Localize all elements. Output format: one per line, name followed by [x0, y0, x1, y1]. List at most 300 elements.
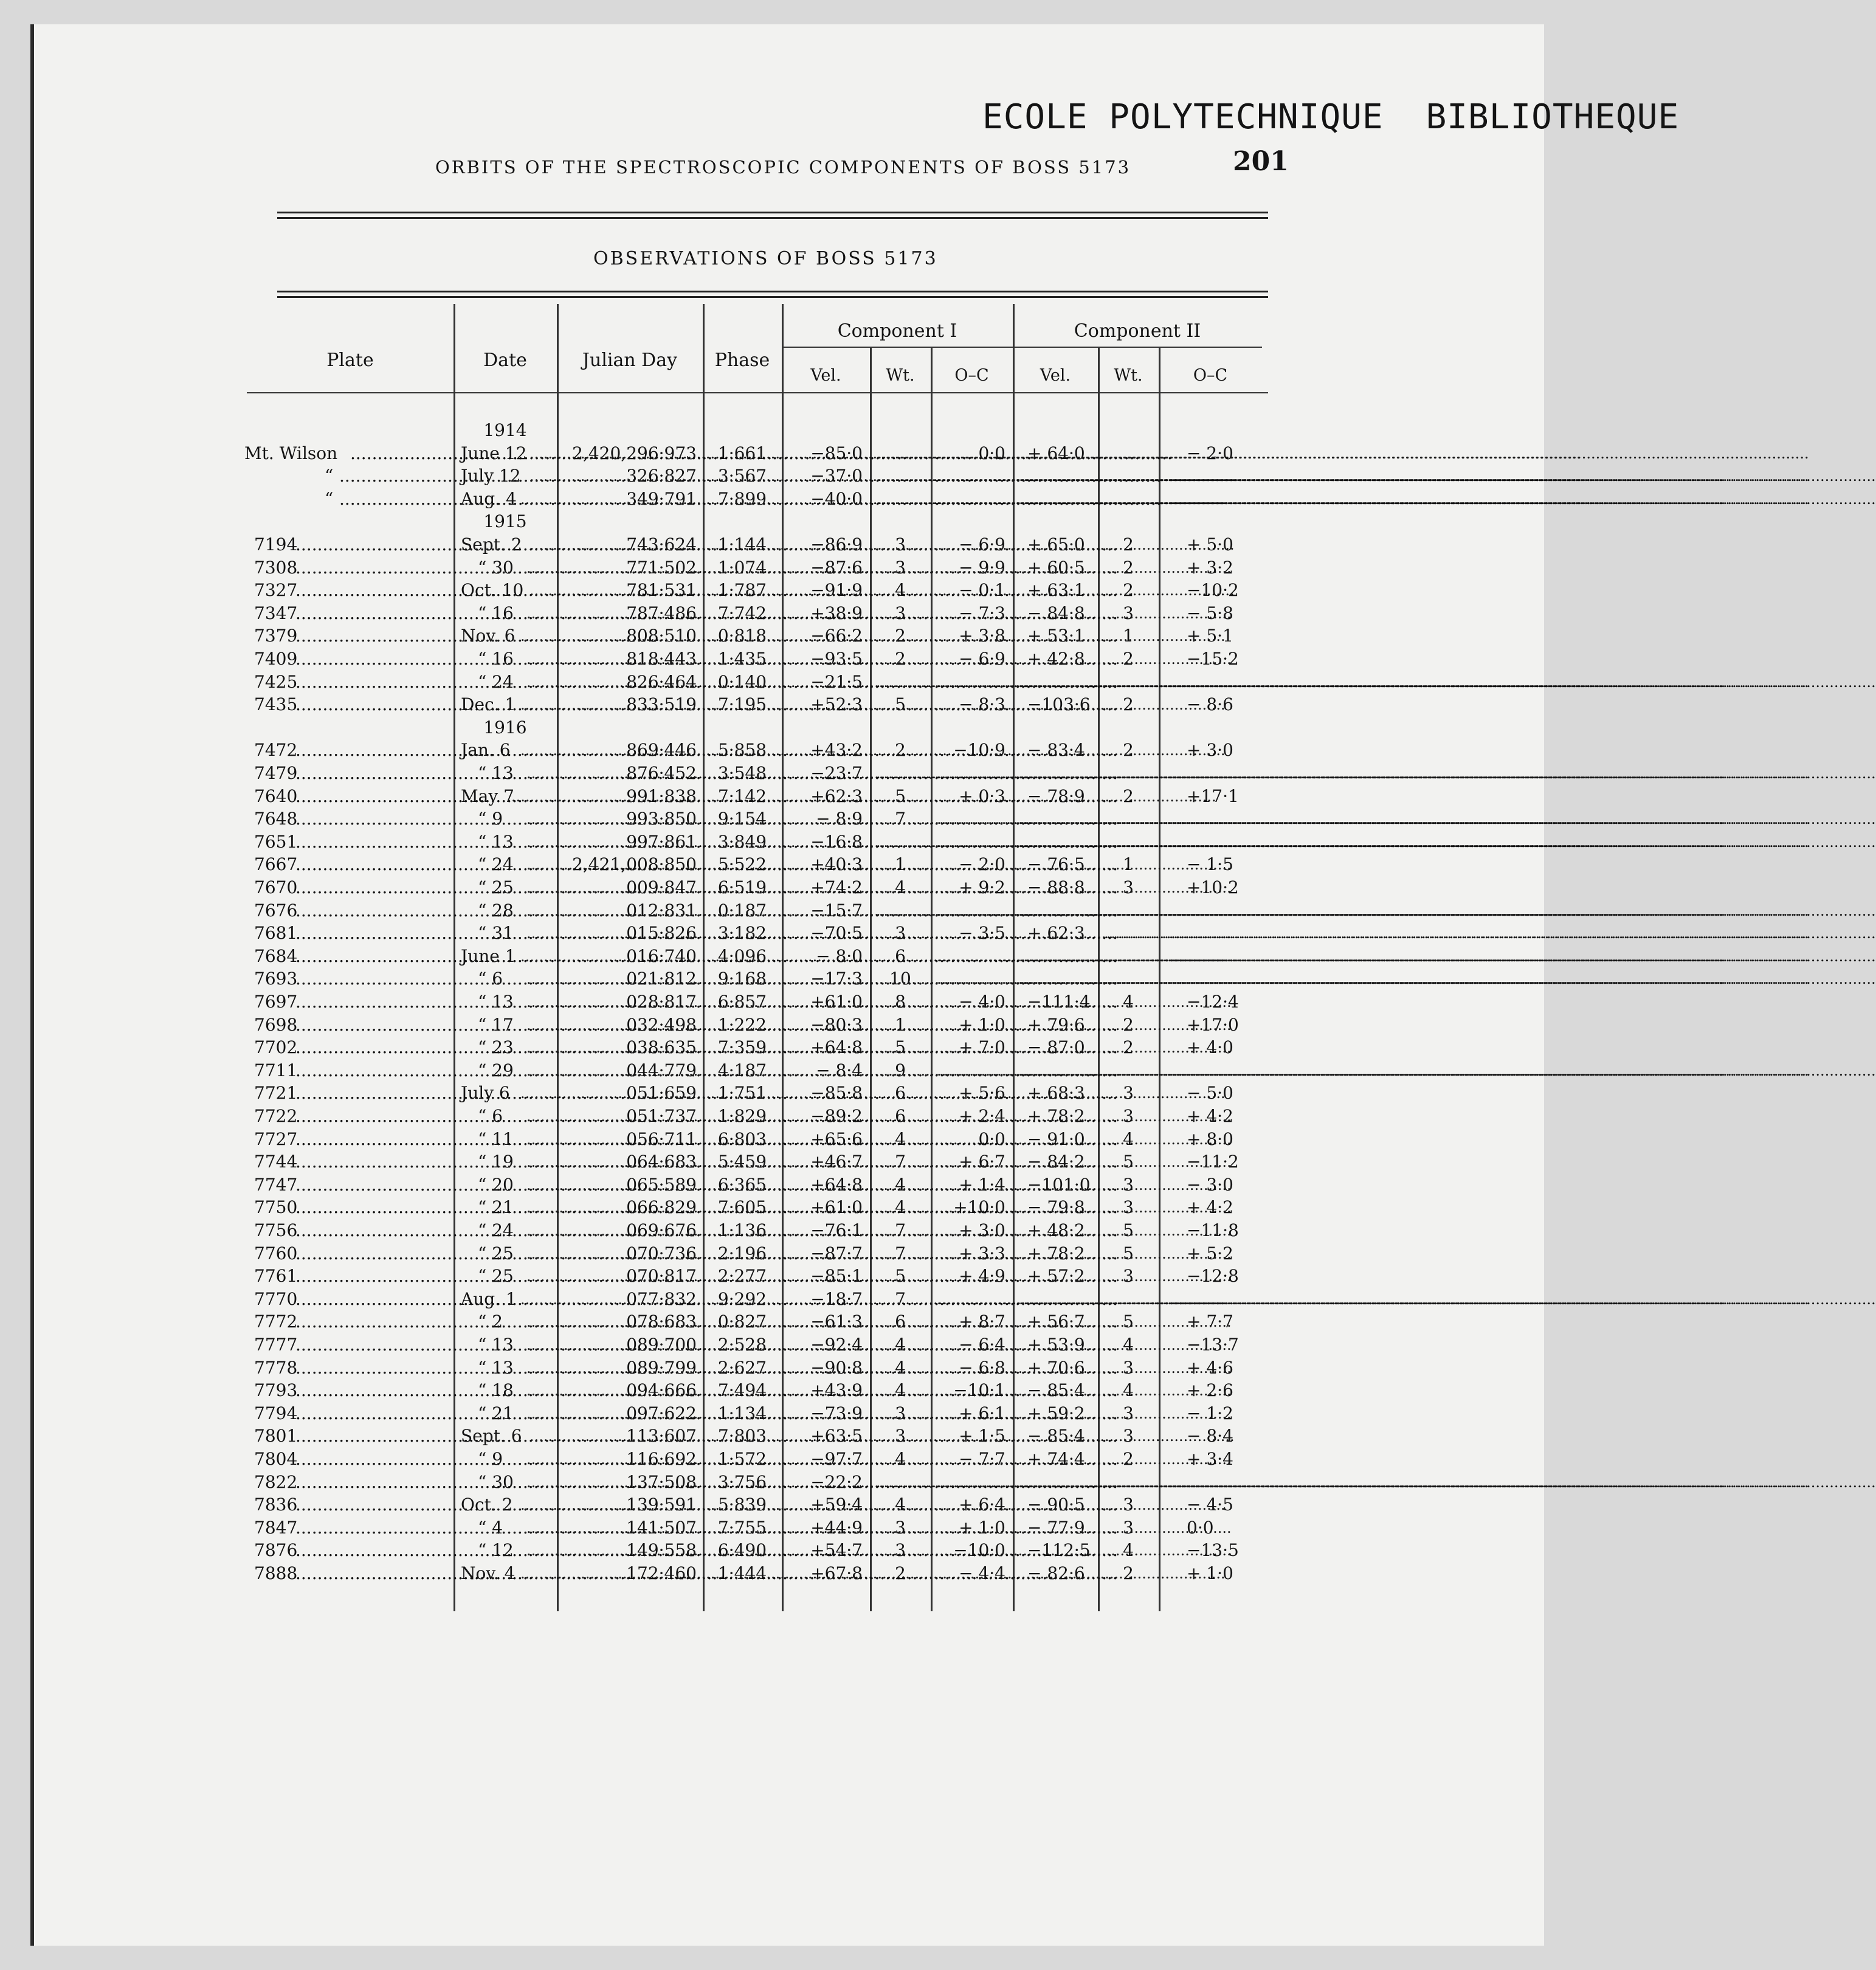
- leader-dots: [295, 945, 452, 967]
- oc-2: +17·0: [1187, 1014, 1239, 1035]
- leader-dots: [520, 694, 554, 716]
- vel-1: −66·2: [810, 626, 863, 646]
- phase: 7·605: [717, 1197, 767, 1218]
- plate-number: 7772: [254, 1312, 298, 1332]
- phase: 0·187: [717, 900, 767, 921]
- vel-2: + 53·9: [1027, 1335, 1085, 1355]
- vel-2: + 63·1: [1027, 580, 1085, 601]
- leader-dots: [1019, 488, 1094, 510]
- vel-1: −92·4: [810, 1335, 863, 1355]
- leader-dots: [520, 739, 554, 761]
- date: “ 13: [478, 763, 514, 783]
- vel-1: +61·0: [810, 992, 863, 1012]
- leader-dots: [1019, 945, 1094, 967]
- wt-1: 3: [895, 1517, 906, 1538]
- wt-1: 3: [895, 534, 906, 555]
- date: “ 9: [478, 809, 503, 829]
- stamp-school: ECOLE POLYTECHNIQUE: [982, 97, 1384, 137]
- oc-2: −13·5: [1187, 1540, 1239, 1561]
- leader-dots: [295, 1334, 452, 1356]
- col-header-component-1: Component I: [837, 320, 957, 342]
- plate-number: 7435: [254, 694, 298, 715]
- oc-2: 0·0: [1187, 1517, 1214, 1538]
- leader-dots: [526, 808, 554, 830]
- vel-2: − 84·8: [1027, 603, 1085, 623]
- date: “ 20: [478, 1174, 514, 1195]
- leader-dots: [526, 1265, 554, 1287]
- oc-1: − 0·1: [959, 580, 1005, 601]
- wt-1: 7: [895, 1288, 906, 1309]
- julian-day: 094·666: [626, 1380, 697, 1401]
- phase: 5·522: [717, 854, 767, 875]
- leader-dots: [526, 1357, 554, 1379]
- phase: 6·519: [717, 877, 767, 897]
- plate-number: 7778: [254, 1357, 298, 1378]
- wt-2: 1: [1123, 626, 1134, 646]
- leader-dots: [1104, 922, 1155, 944]
- vel-1: −17·3: [810, 969, 863, 989]
- leader-dots: [295, 786, 452, 807]
- plate-number: 7693: [254, 969, 298, 989]
- leader-dots: [526, 922, 554, 944]
- oc-2: − 3·0: [1187, 1174, 1233, 1195]
- vel-1: +65·6: [810, 1128, 863, 1149]
- vel-2: + 48·2: [1027, 1220, 1085, 1240]
- plate-number: 7836: [254, 1495, 298, 1515]
- wt-1: 7: [895, 1243, 906, 1263]
- julian-day: 993·850: [626, 809, 697, 829]
- julian-day: 826·464: [626, 671, 697, 692]
- oc-2: + 3·2: [1187, 557, 1233, 578]
- leader-dots: [295, 1403, 452, 1425]
- leader-dots: [526, 1174, 554, 1196]
- leader-dots: [295, 1425, 452, 1447]
- leader-dots: [295, 694, 452, 716]
- date: “ 24: [478, 854, 514, 875]
- plate-number: 7651: [254, 831, 298, 852]
- julian-day: 139·591: [626, 1495, 697, 1515]
- wt-2: 4: [1123, 992, 1134, 1012]
- plate-number: 7698: [254, 1014, 298, 1035]
- oc-1: − 6·9: [959, 534, 1005, 555]
- vel-2: + 42·8: [1027, 649, 1085, 669]
- leader-dots: [295, 762, 452, 784]
- date: Nov. 6: [461, 626, 516, 646]
- leader-dots: [295, 1265, 452, 1287]
- leader-dots: [876, 900, 927, 922]
- vel-2: − 79·8: [1027, 1197, 1085, 1218]
- leader-dots: [295, 1174, 452, 1196]
- leader-dots: [1019, 762, 1094, 784]
- oc-2: + 5·0: [1187, 534, 1233, 555]
- leader-dots: [876, 1471, 927, 1493]
- phase: 1·136: [717, 1220, 767, 1240]
- vel-1: −90·8: [810, 1357, 863, 1378]
- vel-2: − 76·5: [1027, 854, 1085, 875]
- wt-1: 7: [895, 809, 906, 829]
- julian-day: 065·589: [626, 1174, 697, 1195]
- date: June 12: [461, 443, 527, 463]
- oc-1: + 0·3: [959, 786, 1005, 806]
- oc-2: − 5·8: [1187, 603, 1233, 623]
- oc-1: + 4·9: [959, 1266, 1005, 1287]
- oc-2: − 1·5: [1187, 854, 1233, 875]
- plate-number: 7479: [254, 763, 298, 783]
- leader-dots: [1171, 671, 1262, 693]
- date: “ 24: [478, 671, 514, 692]
- leader-dots: [295, 831, 452, 853]
- date: “ 30: [478, 557, 514, 578]
- leader-dots: [1019, 671, 1094, 693]
- vel-2: − 78·9: [1027, 786, 1085, 806]
- julian-day: 141·507: [626, 1517, 697, 1538]
- leader-dots: [1104, 671, 1155, 693]
- leader-dots: [1104, 1060, 1155, 1082]
- wt-2: 2: [1123, 740, 1134, 761]
- vel-1: −85·0: [810, 443, 863, 463]
- leader-dots: [295, 534, 452, 556]
- plate-number: 7760: [254, 1243, 298, 1263]
- wt-2: 3: [1123, 1495, 1134, 1515]
- date: “ 16: [478, 603, 514, 623]
- oc-1: − 7·3: [959, 603, 1005, 623]
- plate-number: 7697: [254, 992, 298, 1012]
- wt-2: 4: [1123, 1380, 1134, 1401]
- oc-2: −15·2: [1187, 649, 1239, 669]
- oc-1: + 2·4: [959, 1106, 1005, 1126]
- year-heading: 1914: [483, 420, 527, 440]
- julian-day: 833·519: [626, 694, 697, 715]
- leader-dots: [295, 1540, 452, 1561]
- leader-dots: [520, 488, 554, 510]
- leader-dots: [520, 625, 554, 647]
- plate-number: 7747: [254, 1174, 298, 1195]
- julian-day: 066·829: [626, 1197, 697, 1218]
- oc-2: − 8·6: [1187, 694, 1233, 715]
- col-header-wt-1: Wt.: [886, 366, 915, 385]
- julian-day: 349·791: [626, 488, 697, 509]
- leader-dots: [295, 671, 452, 693]
- julian-day: 009·847: [626, 877, 697, 897]
- leader-dots: [350, 443, 452, 465]
- leader-dots: [295, 1105, 452, 1127]
- leader-dots: [526, 1540, 554, 1561]
- julian-day: 876·452: [626, 763, 697, 783]
- wt-2: 2: [1123, 786, 1134, 806]
- col-header-plate: Plate: [326, 350, 374, 371]
- leader-dots: [1104, 488, 1155, 510]
- phase: 5·459: [717, 1152, 767, 1172]
- oc-1: − 6·8: [959, 1357, 1005, 1378]
- leader-dots: [295, 1563, 452, 1585]
- plate-number: 7681: [254, 923, 298, 944]
- oc-1: − 7·7: [959, 1449, 1005, 1469]
- plate-number: 7194: [254, 534, 298, 555]
- vel-1: −87·6: [810, 557, 863, 578]
- vel-2: − 84·2: [1027, 1152, 1085, 1172]
- leader-dots: [526, 671, 554, 693]
- date: “ 21: [478, 1403, 514, 1423]
- wt-1: 2: [895, 626, 906, 646]
- year-heading: 1915: [483, 511, 527, 532]
- wt-2: 2: [1123, 1449, 1134, 1469]
- plate-number: 7888: [254, 1563, 298, 1583]
- phase: 7·142: [717, 786, 767, 806]
- date: “ 25: [478, 877, 514, 897]
- vel-1: +44·9: [810, 1517, 863, 1538]
- oc-2: + 1·0: [1187, 1563, 1233, 1583]
- oc-1: −10·1: [953, 1380, 1005, 1401]
- wt-1: 6: [895, 1312, 906, 1332]
- col-header-wt-2: Wt.: [1114, 366, 1143, 385]
- year-heading: 1916: [483, 717, 527, 738]
- leader-dots: [526, 991, 554, 1013]
- leader-dots: [295, 922, 452, 944]
- wt-1: 4: [895, 1128, 906, 1149]
- phase: 6·803: [717, 1128, 767, 1149]
- vel-1: −89·2: [810, 1106, 863, 1126]
- leader-dots: [1104, 968, 1155, 990]
- library-stamp: [982, 97, 1722, 137]
- wt-1: 2: [895, 740, 906, 761]
- leader-dots: [295, 739, 452, 761]
- leader-dots: [529, 534, 554, 556]
- date: “ 9: [478, 1449, 503, 1469]
- col-header-oc-2: O–C: [1193, 366, 1228, 385]
- vel-2: + 53·1: [1027, 626, 1085, 646]
- wt-1: 5: [895, 1037, 906, 1058]
- oc-1: + 3·8: [959, 626, 1005, 646]
- leader-dots: [295, 900, 452, 922]
- leader-dots: [1171, 968, 1262, 990]
- julian-day: 2,421,008·850: [572, 854, 697, 875]
- date: Sept. 6: [461, 1426, 522, 1446]
- vel-1: +46·7: [810, 1152, 863, 1172]
- vel-1: +54·7: [810, 1540, 863, 1561]
- plate-number: 7379: [254, 626, 298, 646]
- vel-1: −37·0: [810, 466, 863, 486]
- julian-day: 149·558: [626, 1540, 697, 1561]
- plate-number: 7847: [254, 1517, 298, 1538]
- vel-1: +40·3: [810, 854, 863, 875]
- wt-1: 6: [895, 1083, 906, 1104]
- vel-2: − 88·8: [1027, 877, 1085, 897]
- date: Aug. 1: [461, 1288, 517, 1309]
- julian-day: 781·531: [626, 580, 697, 601]
- leader-dots: [520, 1563, 554, 1585]
- wt-2: 2: [1123, 1014, 1134, 1035]
- phase: 1·074: [717, 557, 767, 578]
- phase: 7·195: [717, 694, 767, 715]
- leader-dots: [295, 877, 452, 899]
- date: “ 13: [478, 831, 514, 852]
- leader-dots: [520, 1288, 554, 1310]
- oc-2: + 5·1: [1187, 626, 1233, 646]
- plate-number: 7727: [254, 1128, 298, 1149]
- oc-2: + 2·6: [1187, 1380, 1233, 1401]
- plate-number: 7744: [254, 1152, 298, 1172]
- oc-2: −11·8: [1187, 1220, 1239, 1240]
- leader-dots: [937, 671, 1009, 693]
- col-header-vel-1: Vel.: [810, 366, 841, 385]
- leader-dots: [295, 1243, 452, 1265]
- phase: 3·548: [717, 763, 767, 783]
- oc-1: +10·0: [953, 1197, 1005, 1218]
- vel-2: + 78·2: [1027, 1106, 1085, 1126]
- leader-dots: [295, 808, 452, 830]
- vel-1: −23·7: [810, 763, 863, 783]
- wt-1: 4: [895, 580, 906, 601]
- vel-1: −80·3: [810, 1014, 863, 1035]
- vel-2: − 90·5: [1027, 1495, 1085, 1515]
- leader-dots: [1104, 900, 1155, 922]
- date: “ 13: [478, 1335, 514, 1355]
- plate-number: 7750: [254, 1197, 298, 1218]
- wt-2: 2: [1123, 580, 1134, 601]
- phase: 5·839: [717, 1495, 767, 1515]
- oc-1: − 4·0: [959, 992, 1005, 1012]
- vel-1: +59·4: [810, 1495, 863, 1515]
- julian-day: 113·607: [626, 1426, 697, 1446]
- phase: 5·858: [717, 740, 767, 761]
- leader-dots: [1171, 1471, 1262, 1493]
- leader-dots: [526, 1128, 554, 1150]
- julian-day: 015·826: [626, 923, 697, 944]
- leader-dots: [295, 625, 452, 647]
- julian-day: 818·443: [626, 649, 697, 669]
- wt-2: 4: [1123, 1128, 1134, 1149]
- wt-1: 2: [895, 1563, 906, 1583]
- plate-number: Mt. Wilson: [244, 443, 338, 463]
- date: Jan. 6: [461, 740, 511, 761]
- julian-day: 089·799: [626, 1357, 697, 1378]
- julian-day: 787·486: [626, 603, 697, 623]
- leader-dots: [1019, 465, 1094, 487]
- date: “ 28: [478, 900, 514, 921]
- leader-dots: [1104, 831, 1155, 853]
- leader-dots: [1171, 922, 1262, 944]
- oc-1: −10·0: [953, 1540, 1005, 1561]
- leader-dots: [937, 762, 1009, 784]
- vel-1: −70·5: [810, 923, 863, 944]
- oc-1: + 1·0: [959, 1014, 1005, 1035]
- oc-1: + 1·5: [959, 1426, 1005, 1446]
- leader-dots: [295, 648, 452, 670]
- julian-day: 070·736: [626, 1243, 697, 1263]
- leader-dots: [1171, 488, 1262, 510]
- oc-1: + 3·0: [959, 1220, 1005, 1240]
- phase: 1·144: [717, 534, 767, 555]
- leader-dots: [937, 1060, 1009, 1082]
- vel-1: +62·3: [810, 786, 863, 806]
- leader-dots: [526, 854, 554, 876]
- julian-day: 771·502: [626, 557, 697, 578]
- leader-dots: [526, 1517, 554, 1539]
- leader-dots: [876, 488, 927, 510]
- oc-2: −12·4: [1187, 992, 1239, 1012]
- julian-day: 997·861: [626, 831, 697, 852]
- phase: 2·277: [717, 1266, 767, 1287]
- wt-2: 2: [1123, 1037, 1134, 1058]
- vel-1: +67·8: [810, 1563, 863, 1583]
- vel-2: − 87·0: [1027, 1037, 1085, 1058]
- wt-1: 4: [895, 1197, 906, 1218]
- leader-dots: [526, 900, 554, 922]
- leader-dots: [526, 1060, 554, 1082]
- vel-2: + 78·2: [1027, 1243, 1085, 1263]
- date: Oct. 2: [461, 1495, 513, 1515]
- vel-2: + 65·0: [1027, 534, 1085, 555]
- wt-2: 2: [1123, 649, 1134, 669]
- leader-dots: [529, 443, 554, 465]
- wt-2: 4: [1123, 1335, 1134, 1355]
- date: Sept. 2: [461, 534, 522, 555]
- phase: 9·292: [717, 1288, 767, 1309]
- leader-dots: [520, 1082, 554, 1104]
- phase: 6·857: [717, 992, 767, 1012]
- date: May 7: [461, 786, 514, 806]
- page-number: 201: [1233, 146, 1289, 177]
- plate-number: 7684: [254, 945, 298, 966]
- vel-1: −73·9: [810, 1403, 863, 1423]
- phase: 7·899: [717, 488, 767, 509]
- leader-dots: [1019, 1060, 1094, 1082]
- vel-1: − 8·9: [816, 809, 863, 829]
- vel-1: − 8·0: [816, 945, 863, 966]
- wt-1: 10: [889, 969, 911, 989]
- col-header-component-2: Component II: [1074, 320, 1201, 342]
- leader-dots: [876, 762, 927, 784]
- leader-dots: [295, 1197, 452, 1218]
- julian-day: 077·832: [626, 1288, 697, 1309]
- phase: 1·829: [717, 1106, 767, 1126]
- vel-1: +38·9: [810, 603, 863, 623]
- leader-dots: [511, 786, 554, 807]
- date: Aug. 4: [461, 488, 517, 509]
- vel-2: − 77·9: [1027, 1517, 1085, 1538]
- vel-2: + 59·2: [1027, 1403, 1085, 1423]
- oc-1: − 6·9: [959, 649, 1005, 669]
- vel-2: + 60·5: [1027, 557, 1085, 578]
- col-header-date: Date: [483, 350, 527, 371]
- leader-dots: [1019, 831, 1094, 853]
- wt-1: 9: [895, 1060, 906, 1080]
- vel-1: −76·1: [810, 1220, 863, 1240]
- leader-dots: [295, 1151, 452, 1173]
- phase: 7·494: [717, 1380, 767, 1401]
- leader-dots: [1171, 808, 1262, 830]
- plate-number: 7804: [254, 1449, 298, 1469]
- leader-dots: [295, 991, 452, 1013]
- plate-number: 7425: [254, 671, 298, 692]
- vel-2: −112·5: [1027, 1540, 1091, 1561]
- leader-dots: [526, 1311, 554, 1333]
- date: Oct. 10: [461, 580, 524, 601]
- wt-2: 3: [1123, 1426, 1134, 1446]
- leader-dots: [1104, 762, 1155, 784]
- wt-1: 4: [895, 1380, 906, 1401]
- leader-dots: [876, 443, 927, 465]
- date: “ 12: [478, 1540, 514, 1561]
- julian-day: 743·624: [626, 534, 697, 555]
- julian-day: 021·812: [626, 969, 697, 989]
- leader-dots: [295, 854, 452, 876]
- leader-dots: [526, 762, 554, 784]
- oc-1: − 8·3: [959, 694, 1005, 715]
- plate-number: 7822: [254, 1471, 298, 1492]
- date: “ 16: [478, 649, 514, 669]
- leader-dots: [1171, 945, 1262, 967]
